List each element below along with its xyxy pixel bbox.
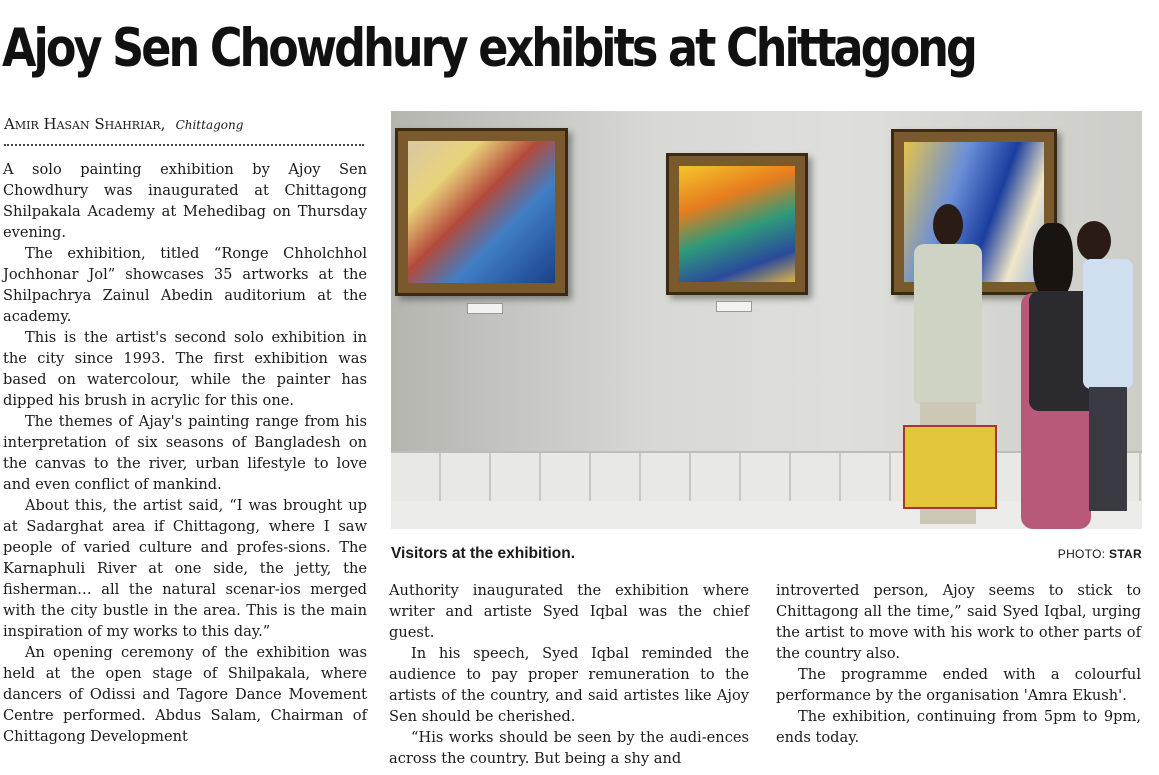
visitor-boy — [1071, 221, 1141, 511]
exhibition-photo — [391, 111, 1142, 529]
paragraph: An opening ceremony of the exhibition was held at the open stage of Shilpakala, where dancers of Odissi and Tagore Dance Movement Centre performed. Abdus Salam, Chairman of Chittagong Development — [3, 644, 367, 745]
paragraph: The exhibition, titled “Ronge Chholchhol Jochhonar Jol” showcases 35 artworks at the Shilpachrya Zainul Abedin auditorium at the academy. — [3, 245, 367, 325]
byline-divider — [4, 144, 364, 146]
painting-2 — [666, 153, 808, 295]
article-column-2 — [389, 580, 749, 769]
byline-place: Chittagong — [175, 118, 244, 132]
paragraph: A solo painting exhibition by Ajoy Sen Chowdhury was inaugurated at Chittagong Shilpakala Academy at Mehedibag on Thursday evening. — [3, 161, 367, 241]
photo-caption: Visitors at the exhibition. — [391, 545, 576, 562]
byline-author: Amir Hasan Shahriar, — [4, 115, 166, 133]
photo-credit — [1058, 546, 1142, 562]
article-column-1 — [3, 159, 367, 747]
paragraph: In his speech, Syed Iqbal reminded the audience to pay proper remuneration to the artists of the country, and said artistes like Ajoy Sen should be cherished. — [389, 645, 749, 725]
paragraph: This is the artist's second solo exhibition in the city since 1993. The first exhibition was based on watercolour, while the painter has dipped his brush in acrylic for this one. — [3, 329, 367, 409]
paragraph: Authority inaugurated the exhibition where writer and artiste Syed Iqbal was the chief guest. — [389, 582, 749, 641]
paragraph: The exhibition, continuing from 5pm to 9pm, ends today. — [776, 708, 1141, 746]
painting-1 — [395, 128, 568, 296]
paragraph: About this, the artist said, “I was brought up at Sadarghat area if Chittagong, where I saw people of varied culture and profes-sions. The Karnaphuli River at one side, the jetty, the fisherman… all the natural scenar-ios merged with the city bustle in the area. This is the main inspiration of my works to this day.” — [3, 497, 367, 640]
painting-label-2 — [716, 301, 752, 312]
painting-label-1 — [467, 303, 503, 314]
byline — [4, 116, 364, 134]
headline: Ajoy Sen Chowdhury exhibits at Chittagong — [2, 18, 975, 79]
paragraph: introverted person, Ajoy seems to stick to Chittagong all the time,” said Syed Iqbal, urging the artist to move with his work to other parts of the country also. — [776, 582, 1141, 662]
paragraph: “His works should be seen by the audi-ences across the country. But being a shy and — [389, 729, 749, 767]
paragraph: The programme ended with a colourful performance by the organisation 'Amra Ekush'. — [776, 666, 1141, 704]
yellow-bag — [901, 409, 995, 509]
photo-credit-prefix: PHOTO: — [1057, 547, 1110, 561]
photo-credit-source: STAR — [1109, 547, 1142, 561]
article-column-3 — [776, 580, 1141, 748]
paragraph: The themes of Ajay's painting range from his interpretation of six seasons of Bangladesh on the canvas to the river, urban lifestyle to love and even conflict of mankind. — [3, 413, 367, 493]
